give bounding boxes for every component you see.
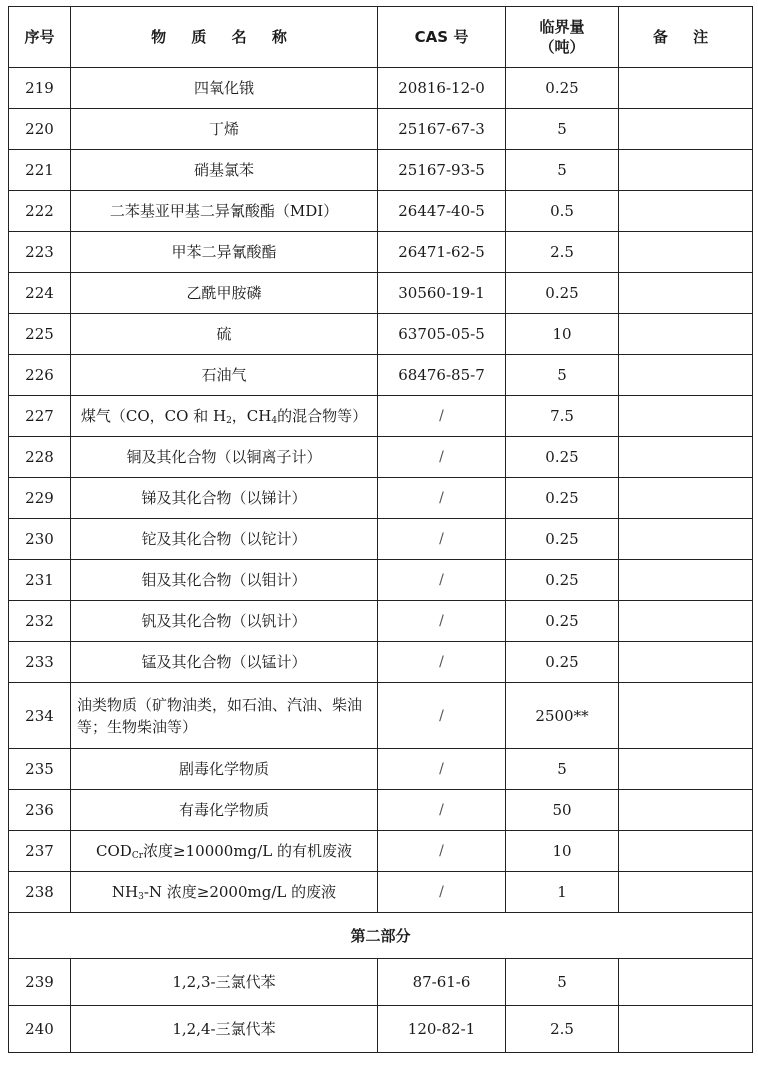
cell-cas: / bbox=[378, 601, 506, 642]
table-row bbox=[9, 519, 753, 560]
substance-table-page bbox=[8, 6, 752, 1053]
cell-seq: 236 bbox=[9, 790, 71, 831]
section-header-row bbox=[9, 913, 753, 959]
cell-name: 石油气 bbox=[71, 355, 378, 396]
cell-seq: 224 bbox=[9, 273, 71, 314]
cell-qty: 0.25 bbox=[506, 642, 619, 683]
cell-qty: 0.25 bbox=[506, 478, 619, 519]
cell-name: 锰及其化合物（以锰计） bbox=[71, 642, 378, 683]
cell-name: 钒及其化合物（以钒计） bbox=[71, 601, 378, 642]
cell-seq: 219 bbox=[9, 68, 71, 109]
cell-remark bbox=[619, 642, 753, 683]
cell-qty: 10 bbox=[506, 314, 619, 355]
cell-remark bbox=[619, 68, 753, 109]
cell-remark bbox=[619, 831, 753, 872]
cell-seq: 231 bbox=[9, 560, 71, 601]
cell-cas: / bbox=[378, 872, 506, 913]
cell-remark bbox=[619, 150, 753, 191]
cell-cas: 63705-05-5 bbox=[378, 314, 506, 355]
name-subscript: 4 bbox=[271, 416, 278, 426]
cell-remark bbox=[619, 601, 753, 642]
table-row bbox=[9, 355, 753, 396]
cell-qty: 0.25 bbox=[506, 68, 619, 109]
cell-cas: / bbox=[378, 396, 506, 437]
table-row bbox=[9, 68, 753, 109]
section-title: 第二部分 bbox=[9, 913, 753, 959]
header-seq: 序号 bbox=[9, 7, 71, 68]
cell-name: 铊及其化合物（以铊计） bbox=[71, 519, 378, 560]
cell-cas: 26447-40-5 bbox=[378, 191, 506, 232]
cell-qty: 0.25 bbox=[506, 560, 619, 601]
cell-cas: / bbox=[378, 831, 506, 872]
table-row bbox=[9, 437, 753, 478]
cell-remark bbox=[619, 109, 753, 150]
cell-remark bbox=[619, 519, 753, 560]
table-header-row bbox=[9, 7, 753, 68]
table-row bbox=[9, 396, 753, 437]
cell-qty: 50 bbox=[506, 790, 619, 831]
cell-seq: 221 bbox=[9, 150, 71, 191]
cell-seq: 229 bbox=[9, 478, 71, 519]
header-threshold-line1: 临界量 bbox=[539, 18, 585, 36]
cell-remark bbox=[619, 478, 753, 519]
cell-cas: / bbox=[378, 642, 506, 683]
header-name: 物 质 名 称 bbox=[71, 7, 378, 68]
cell-qty: 2500** bbox=[506, 683, 619, 749]
header-threshold bbox=[506, 7, 619, 68]
name-subscript: Cr bbox=[131, 851, 144, 861]
cell-remark bbox=[619, 959, 753, 1006]
name-subscript: 2 bbox=[226, 416, 232, 426]
cell-qty: 5 bbox=[506, 749, 619, 790]
cell-cas: / bbox=[378, 478, 506, 519]
header-cas: CAS 号 bbox=[378, 7, 506, 68]
cell-name: 有毒化学物质 bbox=[71, 790, 378, 831]
cell-seq: 240 bbox=[9, 1006, 71, 1053]
cell-cas: 20816-12-0 bbox=[378, 68, 506, 109]
cell-seq: 233 bbox=[9, 642, 71, 683]
cell-remark bbox=[619, 1006, 753, 1053]
header-threshold-line2: （吨） bbox=[539, 38, 585, 56]
cell-cas: 26471-62-5 bbox=[378, 232, 506, 273]
cell-cas: 25167-93-5 bbox=[378, 150, 506, 191]
cell-remark bbox=[619, 232, 753, 273]
cell-cas: 68476-85-7 bbox=[378, 355, 506, 396]
cell-seq: 237 bbox=[9, 831, 71, 872]
table-row bbox=[9, 560, 753, 601]
name-part: ，CH bbox=[231, 407, 272, 425]
cell-name: 钼及其化合物（以钼计） bbox=[71, 560, 378, 601]
cell-seq: 238 bbox=[9, 872, 71, 913]
cell-cas: / bbox=[378, 437, 506, 478]
cell-qty: 5 bbox=[506, 355, 619, 396]
cell-name: 锑及其化合物（以锑计） bbox=[71, 478, 378, 519]
substance-threshold-table bbox=[8, 6, 753, 1053]
table-row bbox=[9, 959, 753, 1006]
table-row bbox=[9, 683, 753, 749]
name-subscript: 3 bbox=[138, 892, 144, 902]
cell-qty: 5 bbox=[506, 150, 619, 191]
cell-cas: 25167-67-3 bbox=[378, 109, 506, 150]
cell-seq: 222 bbox=[9, 191, 71, 232]
cell-name bbox=[71, 872, 378, 913]
cell-qty: 0.25 bbox=[506, 601, 619, 642]
table-row bbox=[9, 150, 753, 191]
name-part: 煤气（CO，CO 和 H bbox=[80, 407, 227, 425]
name-part: 的混合物等） bbox=[277, 407, 368, 425]
header-remark: 备 注 bbox=[619, 7, 753, 68]
cell-cas: 87-61-6 bbox=[378, 959, 506, 1006]
cell-seq: 234 bbox=[9, 683, 71, 749]
cell-name: 剧毒化学物质 bbox=[71, 749, 378, 790]
cell-seq: 239 bbox=[9, 959, 71, 1006]
cell-name: 铜及其化合物（以铜离子计） bbox=[71, 437, 378, 478]
table-row bbox=[9, 191, 753, 232]
cell-name bbox=[71, 396, 378, 437]
cell-remark bbox=[619, 749, 753, 790]
cell-cas: / bbox=[378, 683, 506, 749]
cell-name: 油类物质（矿物油类，如石油、汽油、柴油等；生物柴油等） bbox=[71, 683, 378, 749]
cell-qty: 0.25 bbox=[506, 273, 619, 314]
table-row bbox=[9, 314, 753, 355]
cell-name: 1,2,3-三氯代苯 bbox=[71, 959, 378, 1006]
cell-qty: 0.25 bbox=[506, 519, 619, 560]
cell-name: 丁烯 bbox=[71, 109, 378, 150]
cell-name: 硝基氯苯 bbox=[71, 150, 378, 191]
cell-name: 乙酰甲胺磷 bbox=[71, 273, 378, 314]
cell-name: 甲苯二异氰酸酯 bbox=[71, 232, 378, 273]
cell-qty: 5 bbox=[506, 109, 619, 150]
cell-seq: 230 bbox=[9, 519, 71, 560]
cell-cas: / bbox=[378, 749, 506, 790]
cell-qty: 0.5 bbox=[506, 191, 619, 232]
cell-cas: / bbox=[378, 560, 506, 601]
table-row bbox=[9, 273, 753, 314]
cell-seq: 223 bbox=[9, 232, 71, 273]
name-part: COD bbox=[96, 842, 132, 860]
cell-seq: 228 bbox=[9, 437, 71, 478]
cell-name: 四氧化锇 bbox=[71, 68, 378, 109]
table-row bbox=[9, 109, 753, 150]
cell-qty: 2.5 bbox=[506, 232, 619, 273]
cell-qty: 1 bbox=[506, 872, 619, 913]
name-part: 浓度≥10000mg/L 的有机废液 bbox=[143, 842, 352, 860]
cell-remark bbox=[619, 437, 753, 478]
table-row bbox=[9, 831, 753, 872]
table-row bbox=[9, 749, 753, 790]
cell-remark bbox=[619, 191, 753, 232]
cell-cas: 30560-19-1 bbox=[378, 273, 506, 314]
cell-seq: 232 bbox=[9, 601, 71, 642]
cell-remark bbox=[619, 273, 753, 314]
cell-name bbox=[71, 831, 378, 872]
cell-cas: / bbox=[378, 519, 506, 560]
table-row bbox=[9, 478, 753, 519]
cell-seq: 227 bbox=[9, 396, 71, 437]
table-row bbox=[9, 232, 753, 273]
cell-name: 硫 bbox=[71, 314, 378, 355]
cell-seq: 225 bbox=[9, 314, 71, 355]
cell-remark bbox=[619, 560, 753, 601]
cell-remark bbox=[619, 683, 753, 749]
name-part: NH bbox=[111, 883, 139, 901]
cell-remark bbox=[619, 396, 753, 437]
table-row bbox=[9, 872, 753, 913]
cell-remark bbox=[619, 872, 753, 913]
cell-name: 二苯基亚甲基二异氰酸酯（MDI） bbox=[71, 191, 378, 232]
cell-remark bbox=[619, 314, 753, 355]
cell-qty: 0.25 bbox=[506, 437, 619, 478]
cell-qty: 2.5 bbox=[506, 1006, 619, 1053]
cell-remark bbox=[619, 355, 753, 396]
cell-name: 1,2,4-三氯代苯 bbox=[71, 1006, 378, 1053]
cell-cas: 120-82-1 bbox=[378, 1006, 506, 1053]
table-row bbox=[9, 601, 753, 642]
table-row bbox=[9, 1006, 753, 1053]
cell-seq: 226 bbox=[9, 355, 71, 396]
cell-seq: 220 bbox=[9, 109, 71, 150]
table-row bbox=[9, 642, 753, 683]
cell-cas: / bbox=[378, 790, 506, 831]
cell-qty: 5 bbox=[506, 959, 619, 1006]
cell-qty: 7.5 bbox=[506, 396, 619, 437]
name-part: -N 浓度≥2000mg/L 的废液 bbox=[143, 883, 337, 901]
cell-seq: 235 bbox=[9, 749, 71, 790]
cell-qty: 10 bbox=[506, 831, 619, 872]
table-row bbox=[9, 790, 753, 831]
cell-remark bbox=[619, 790, 753, 831]
